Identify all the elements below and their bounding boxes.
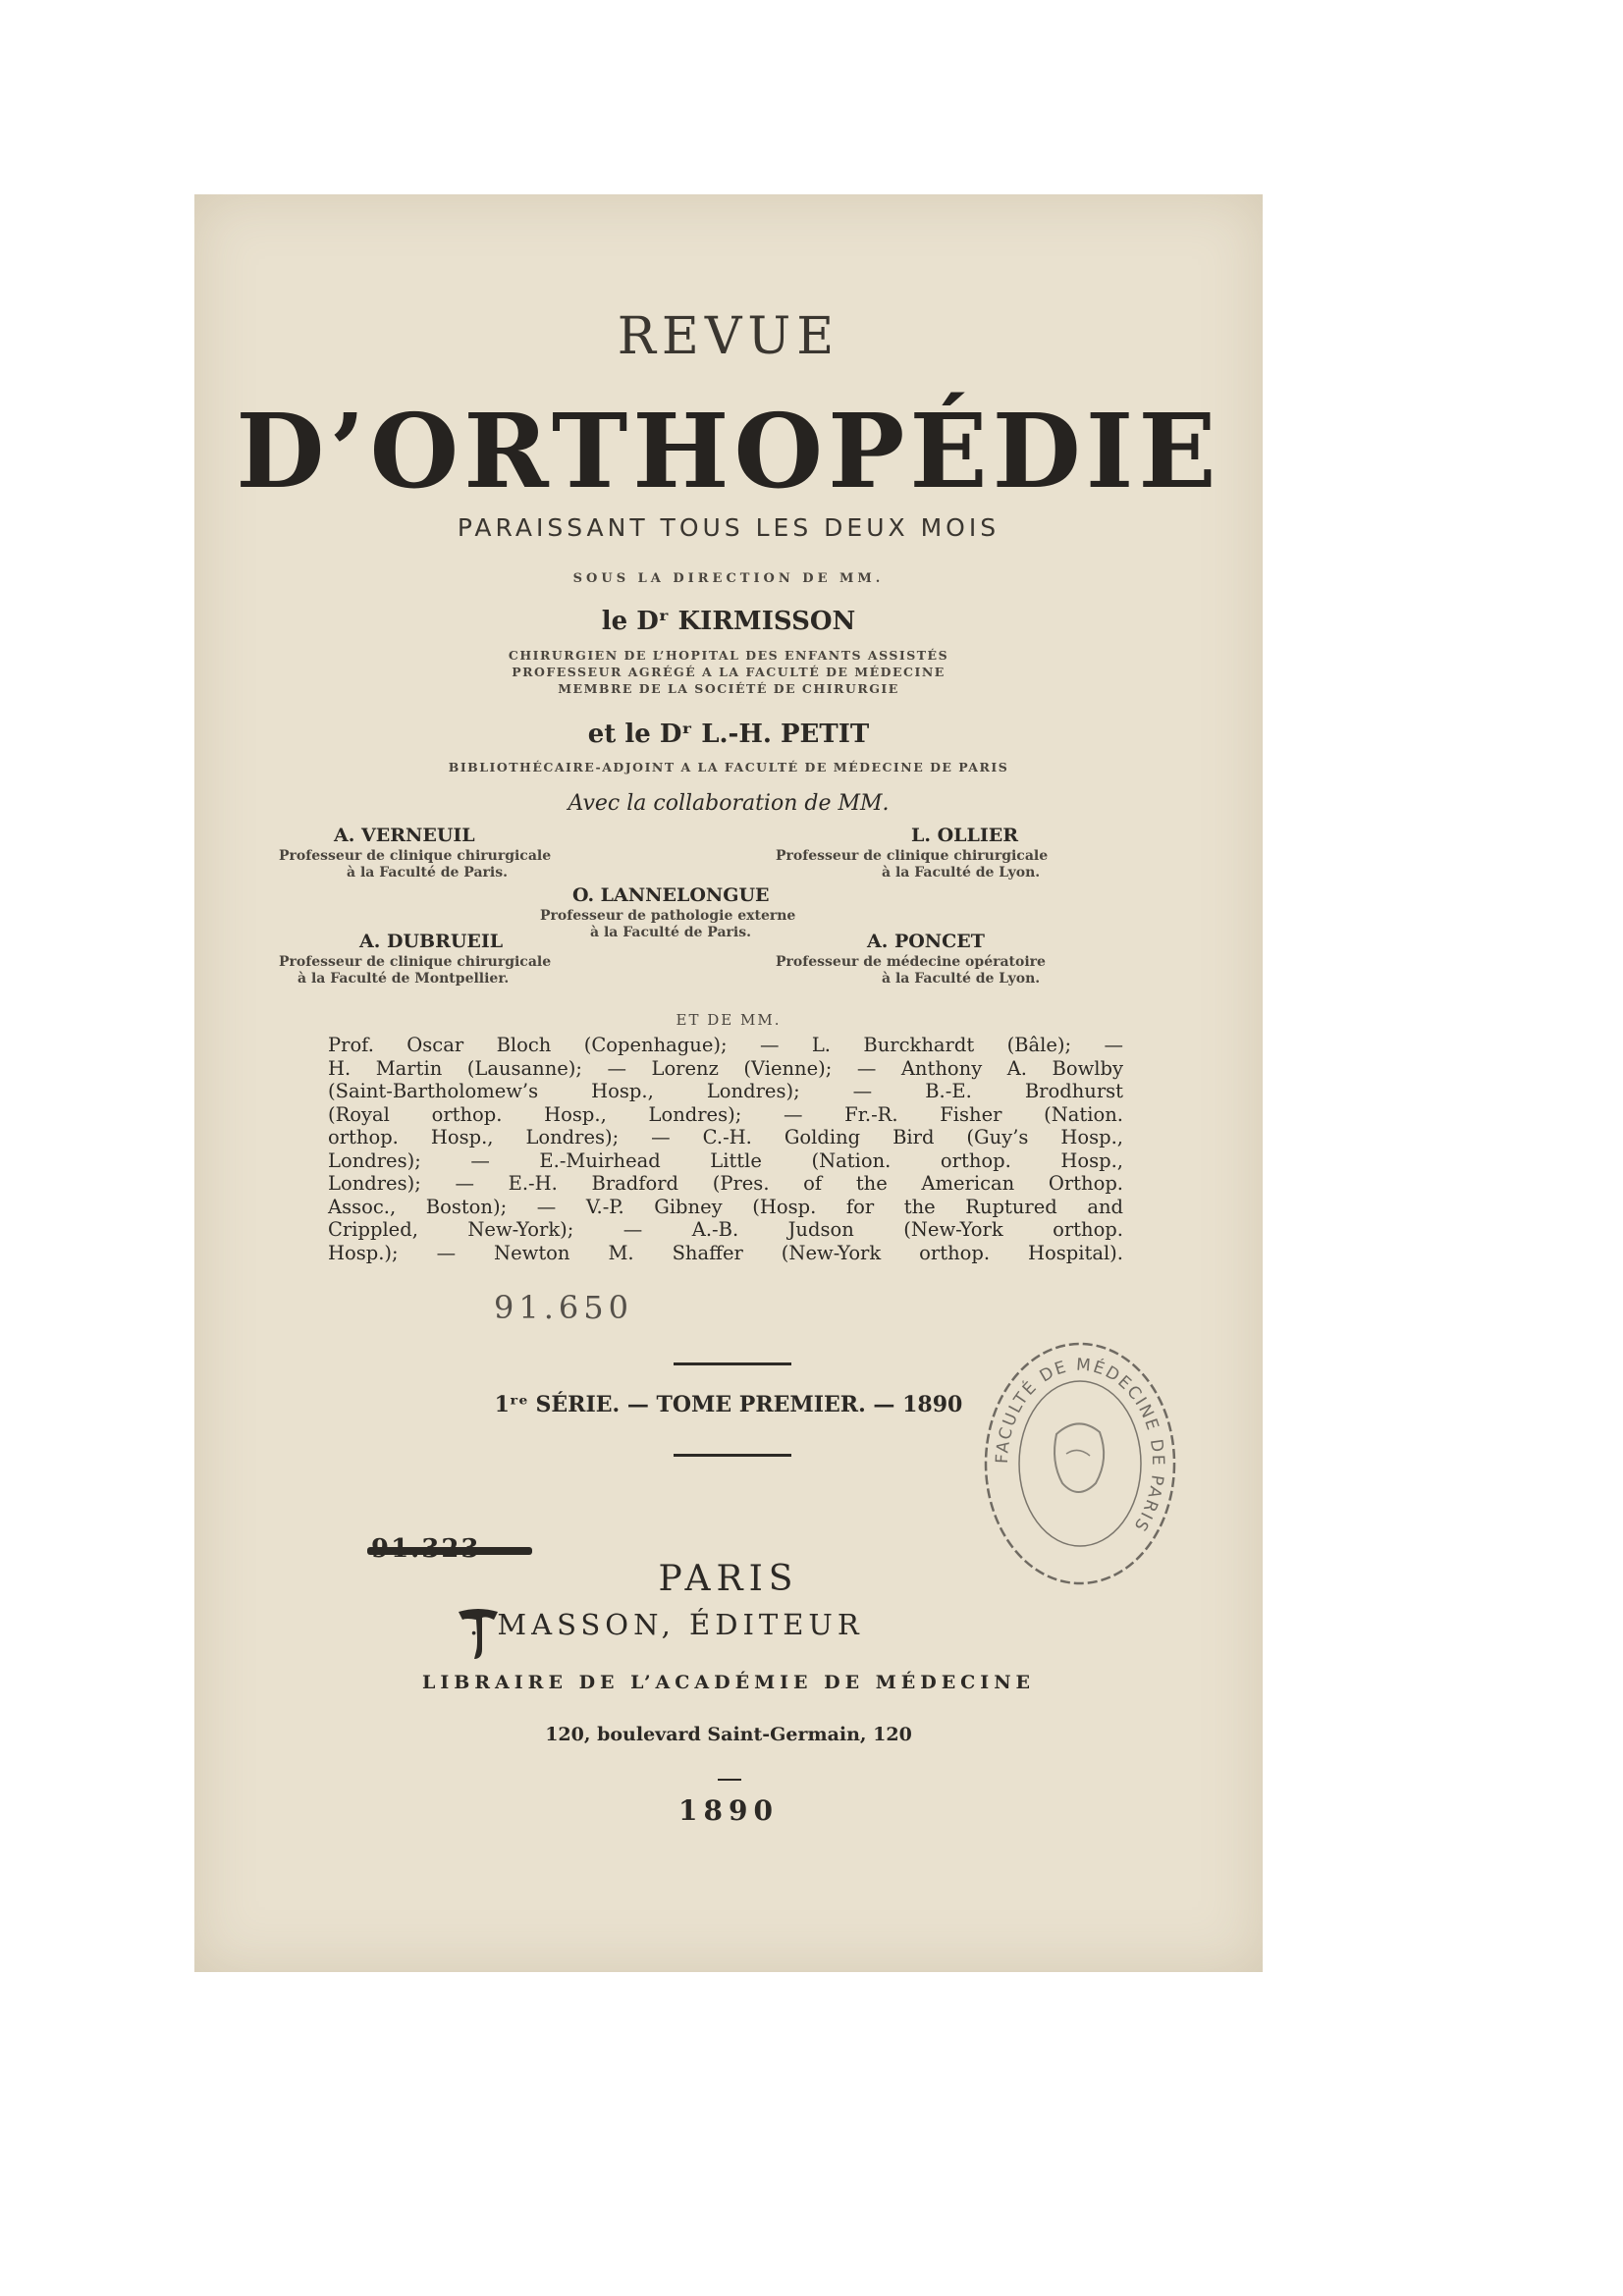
strike-through-mark [367, 1547, 532, 1555]
director-kirmisson: le Dʳ KIRMISSON [601, 607, 856, 636]
short-divider [718, 1779, 741, 1781]
collaborator-desc: à la Faculté de Paris. [347, 865, 508, 881]
journal-subtitle: PARAISSANT TOUS LES DEUX MOIS [457, 513, 1001, 542]
et-de-line: ET DE MM. [676, 1011, 782, 1029]
bottom-rule [674, 1454, 791, 1457]
collaborator-desc: Professeur de clinique chirurgicale [279, 848, 552, 864]
collaborator-desc: Professeur de clinique chirurgicale [776, 848, 1049, 864]
journal-title: D’ORTHOPÉDIE [236, 391, 1221, 511]
contributors-list [328, 1034, 1123, 1264]
handwritten-call-number: 91.650 [494, 1289, 633, 1326]
publisher-name: . MASSON, ÉDITEUR [469, 1608, 864, 1641]
collaborator-desc: à la Faculté de Montpellier. [298, 971, 510, 987]
collaborator-ollier: L. OLLIER [911, 825, 1019, 846]
collaborator-dubrueil: A. DUBRUEIL [359, 931, 504, 952]
library-stamp-icon [980, 1336, 1181, 1591]
director-credential: BIBLIOTHÉCAIRE-ADJOINT A LA FACULTÉ DE MÉDECINE DE PARIS [448, 760, 1009, 774]
contributors-line: Prof. Oscar Bloch (Copenhague); — L. Burckhardt (Bâle); — [328, 1034, 1123, 1056]
journal-prefix: REVUE [617, 307, 840, 366]
contributors-line: orthop. Hosp., Londres); — C.-H. Golding Bird (Guy’s Hosp., [328, 1126, 1123, 1148]
collaborator-verneuil: A. VERNEUIL [334, 825, 475, 846]
collaborator-desc: à la Faculté de Paris. [590, 925, 751, 940]
collaboration-line: Avec la collaboration de MM. [568, 791, 890, 816]
collaborator-desc: Professeur de pathologie externe [540, 908, 796, 924]
publication-year: 1890 [678, 1794, 779, 1827]
direction-line: SOUS LA DIRECTION DE MM. [572, 571, 885, 586]
contributors-line: Londres); — E.-Muirhead Little (Nation. orthop. Hosp., [328, 1148, 1123, 1172]
collaborator-desc: à la Faculté de Lyon. [882, 865, 1041, 881]
contributors-line: (Saint-Bartholomew’s Hosp., Londres); — B.-E. Brodhurst [328, 1080, 1123, 1102]
director-credential: MEMBRE DE LA SOCIÉTÉ DE CHIRURGIE [558, 681, 899, 696]
collaborator-lannelongue: O. LANNELONGUE [572, 884, 770, 906]
publisher-city: PARIS [658, 1559, 799, 1599]
director-petit: et le Dʳ L.-H. PETIT [587, 720, 870, 749]
svg-text:FACULTÉ DE MÉDECINE DE PARIS: FACULTÉ DE MÉDECINE DE PARIS [992, 1355, 1168, 1536]
publisher-address: 120, boulevard Saint-Germain, 120 [545, 1724, 912, 1745]
collaborator-poncet: A. PONCET [867, 931, 985, 952]
director-credential: CHIRURGIEN DE L’HOPITAL DES ENFANTS ASSISTÉS [508, 648, 949, 663]
contributors-line: Londres); — E.-H. Bradford (Pres. of the American Orthop. [328, 1172, 1123, 1195]
director-credential: PROFESSEUR AGRÉGÉ A LA FACULTÉ DE MÉDECINE [512, 665, 946, 679]
contributors-line: Hosp.); — Newton M. Shaffer (New-York orthop. Hospital). [328, 1241, 1123, 1264]
contributors-line: (Royal orthop. Hosp., Londres); — Fr.-R. Fisher (Nation. [328, 1102, 1123, 1126]
collaborator-desc: Professeur de médecine opératoire [776, 954, 1046, 970]
collaborator-desc: Professeur de clinique chirurgicale [279, 954, 552, 970]
series-line: 1ʳᵉ SÉRIE. — TOME PREMIER. — 1890 [494, 1392, 963, 1417]
contributors-line: Assoc., Boston); — V.-P. Gibney (Hosp. for the Ruptured and [328, 1195, 1123, 1218]
title-page [194, 194, 1263, 1972]
contributors-line: H. Martin (Lausanne); — Lorenz (Vienne); — Anthony A. Bowlby [328, 1056, 1123, 1080]
contributors-line: Crippled, New-York); — A.-B. Judson (New-York orthop. [328, 1218, 1123, 1241]
top-rule [674, 1362, 791, 1365]
publisher-library: LIBRAIRE DE L’ACADÉMIE DE MÉDECINE [421, 1672, 1036, 1693]
collaborator-desc: à la Faculté de Lyon. [882, 971, 1041, 987]
